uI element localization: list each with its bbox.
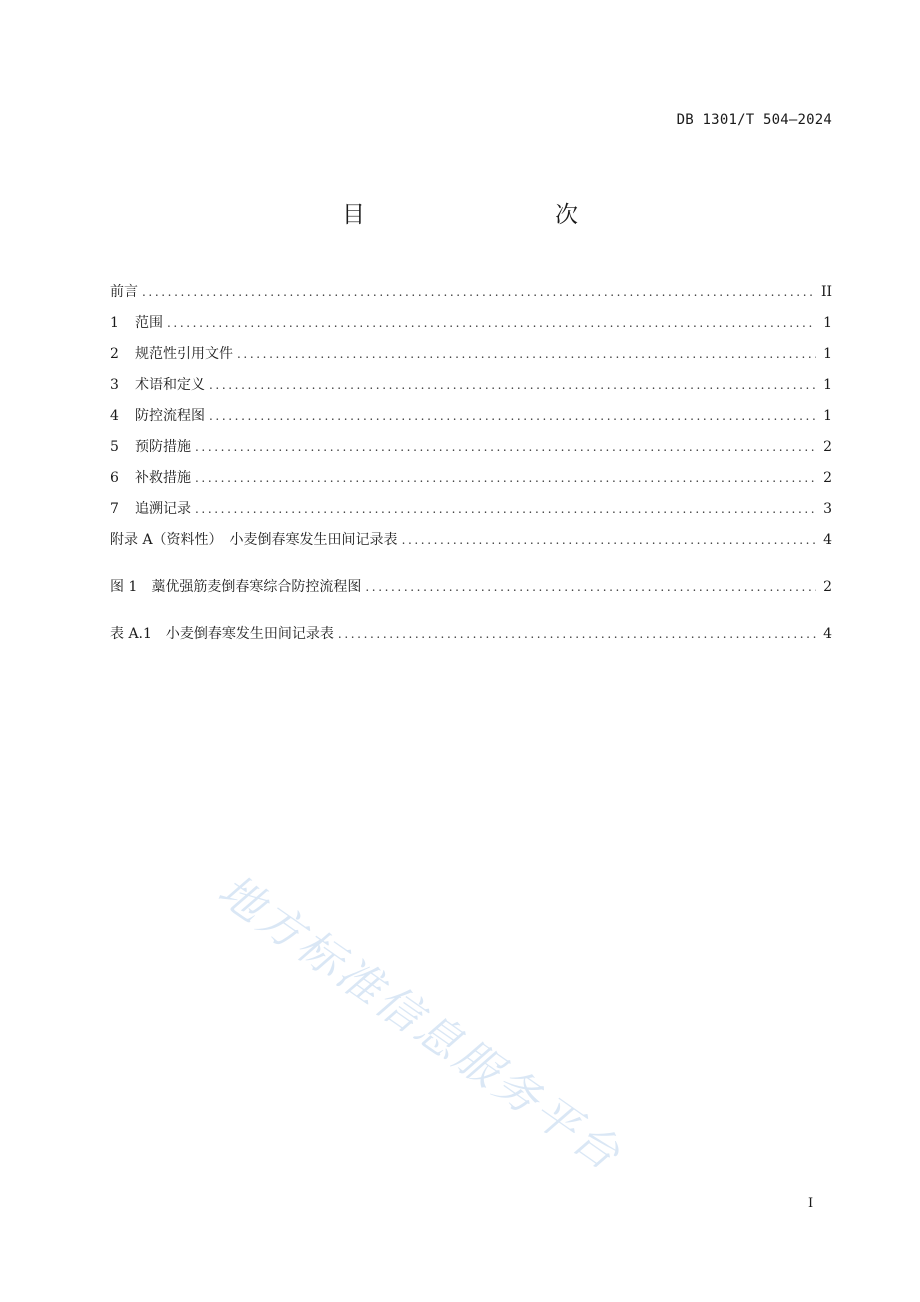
- dot-leader: [195, 498, 816, 520]
- toc-entry-number: 5: [110, 439, 119, 455]
- toc-entry-label: 前言: [110, 284, 138, 300]
- toc-entry-scope[interactable]: [110, 312, 832, 343]
- toc-entry-remedial[interactable]: [110, 467, 832, 498]
- toc-entry-number: 2: [110, 346, 119, 362]
- dot-leader: [209, 405, 816, 427]
- toc-entry-page: 2: [823, 470, 832, 486]
- dot-leader: [195, 436, 816, 458]
- toc-entry-number: 6: [110, 470, 119, 486]
- toc-entry-page: 1: [823, 315, 832, 331]
- watermark: 地方标准信息服务平台: [208, 864, 632, 1182]
- toc-entry-label: 追溯记录: [135, 501, 191, 517]
- toc-entry-page: 3: [823, 501, 832, 517]
- toc-entry-number: 3: [110, 377, 119, 393]
- toc-title: 目 次: [342, 202, 626, 228]
- toc-entry-normative-references[interactable]: [110, 343, 832, 374]
- toc-entry-label: 防控流程图: [135, 408, 205, 424]
- toc-entry-label: 图 1 藁优强筋麦倒春寒综合防控流程图: [110, 579, 362, 595]
- dot-leader: [365, 576, 816, 598]
- toc-entry-page: 1: [823, 408, 832, 424]
- toc-entry-prevention[interactable]: [110, 436, 832, 467]
- toc-entry-number: 1: [110, 315, 119, 331]
- toc-entry-terms[interactable]: [110, 374, 832, 405]
- toc-entry-label: 预防措施: [135, 439, 191, 455]
- dot-leader: [167, 312, 816, 334]
- dot-leader: [237, 343, 816, 365]
- toc-entry-page: 1: [823, 377, 832, 393]
- toc-entry-label: 表 A.1 小麦倒春寒发生田间记录表: [110, 626, 334, 642]
- dot-leader: [338, 623, 816, 645]
- toc-entry-foreword[interactable]: [110, 281, 832, 312]
- toc-entry-number: 4: [110, 408, 119, 424]
- dot-leader: [142, 281, 815, 303]
- toc-entry-label: 范围: [135, 315, 163, 331]
- toc-entry-table-a1[interactable]: [110, 623, 832, 654]
- toc-entry-label: 术语和定义: [135, 377, 205, 393]
- toc-entry-page: 1: [823, 346, 832, 362]
- toc-entry-figure-1[interactable]: [110, 576, 832, 607]
- dot-leader: [402, 529, 816, 551]
- standard-code: DB 1301/T 504—2024: [676, 112, 832, 128]
- toc-entry-appendix-a[interactable]: [110, 529, 832, 560]
- toc-entry-page: 4: [823, 626, 832, 642]
- toc-entry-page: 4: [823, 532, 832, 548]
- dot-leader: [195, 467, 816, 489]
- toc-entry-page: II: [820, 284, 832, 300]
- toc-entry-label: 附录 A（资料性） 小麦倒春寒发生田间记录表: [110, 532, 398, 548]
- toc-entry-label: 规范性引用文件: [135, 346, 233, 362]
- toc-entry-page: 2: [823, 439, 832, 455]
- toc-entry-number: 7: [110, 501, 119, 517]
- table-of-contents: [110, 281, 832, 654]
- dot-leader: [209, 374, 816, 396]
- toc-entry-traceability[interactable]: [110, 498, 832, 529]
- toc-entry-label: 补救措施: [135, 470, 191, 486]
- page-number: I: [808, 1196, 814, 1211]
- toc-entry-page: 2: [823, 579, 832, 595]
- toc-entry-flowchart[interactable]: [110, 405, 832, 436]
